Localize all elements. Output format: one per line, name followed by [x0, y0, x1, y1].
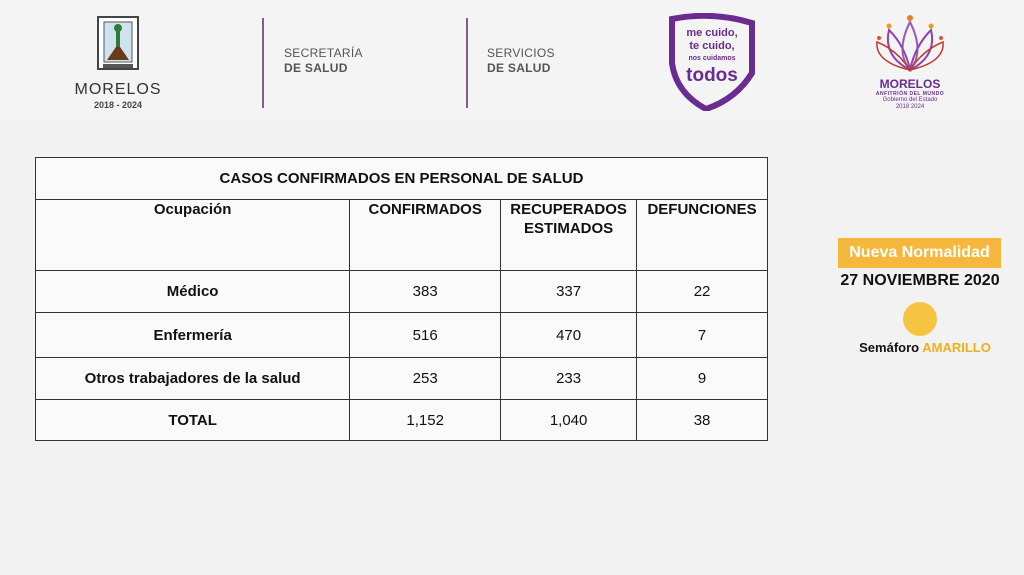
- cell-recuperados: 233: [501, 358, 637, 400]
- report-date: 27 NOVIEMBRE 2020: [840, 272, 1000, 289]
- header-ocupacion: Ocupación: [36, 200, 350, 271]
- header-confirmados: CONFIRMADOS: [350, 200, 501, 271]
- cases-table: [35, 157, 768, 441]
- cell-ocupacion: TOTAL: [36, 400, 350, 441]
- cell-defunciones: 9: [637, 358, 768, 400]
- cell-confirmados: 253: [350, 358, 501, 400]
- table-row-total: [36, 400, 768, 441]
- divider: [466, 18, 468, 108]
- cell-ocupacion: Otros trabajadores de la salud: [36, 358, 350, 400]
- semaforo-yellow-dot-icon: [903, 302, 937, 336]
- header-recuperados: RECUPERADOS ESTIMADOS: [501, 200, 637, 271]
- cell-defunciones: 7: [637, 313, 768, 358]
- cell-confirmados: 383: [350, 271, 501, 313]
- header-banner: [0, 0, 1024, 118]
- table-row: [36, 271, 768, 313]
- gobierno-line-1: Gobierno del Estado: [882, 97, 938, 103]
- table-row: [36, 313, 768, 358]
- cell-ocupacion: Médico: [36, 271, 350, 313]
- campaign-logo: [666, 13, 758, 111]
- cell-recuperados: 1,040: [501, 400, 637, 441]
- secretaria-de-salud: SECRETARÍA DE SALUD: [284, 46, 363, 75]
- gobierno-line-2: 2018 2024: [895, 104, 925, 110]
- nueva-normalidad-badge: Nueva Normalidad: [838, 238, 1001, 268]
- cell-defunciones: 38: [637, 400, 768, 441]
- campaign-line-4: todos: [686, 65, 738, 86]
- cell-defunciones: 22: [637, 271, 768, 313]
- campaign-line-3: nos cuidamos: [688, 55, 736, 62]
- semaforo-color-name: AMARILLO: [922, 340, 991, 355]
- servicios-de-salud: SERVICIOS DE SALUD: [487, 46, 555, 75]
- cell-confirmados: 516: [350, 313, 501, 358]
- morelos-name: MORELOS: [74, 81, 162, 98]
- table-header-row: [36, 200, 768, 271]
- morelos-logo: [68, 14, 168, 114]
- table-title: CASOS CONFIRMADOS EN PERSONAL DE SALUD: [36, 158, 768, 200]
- cell-recuperados: 337: [501, 271, 637, 313]
- lotus-flower-icon: [875, 12, 945, 74]
- gobierno-morelos-logo: [862, 12, 958, 116]
- header-defunciones: DEFUNCIONES: [637, 200, 768, 271]
- gobierno-tagline: ANFITRIÓN DEL MUNDO: [875, 91, 945, 97]
- cell-confirmados: 1,152: [350, 400, 501, 441]
- table-row: [36, 358, 768, 400]
- morelos-coat-of-arms-icon: [95, 14, 141, 74]
- morelos-years: 2018 - 2024: [93, 100, 143, 110]
- divider: [262, 18, 264, 108]
- semaforo-status: [840, 340, 1010, 355]
- semaforo-label: Semáforo: [859, 340, 920, 355]
- cell-recuperados: 470: [501, 313, 637, 358]
- cell-ocupacion: Enfermería: [36, 313, 350, 358]
- campaign-line-1: me cuido, te cuido,: [686, 27, 738, 52]
- gobierno-name: MORELOS: [879, 77, 941, 91]
